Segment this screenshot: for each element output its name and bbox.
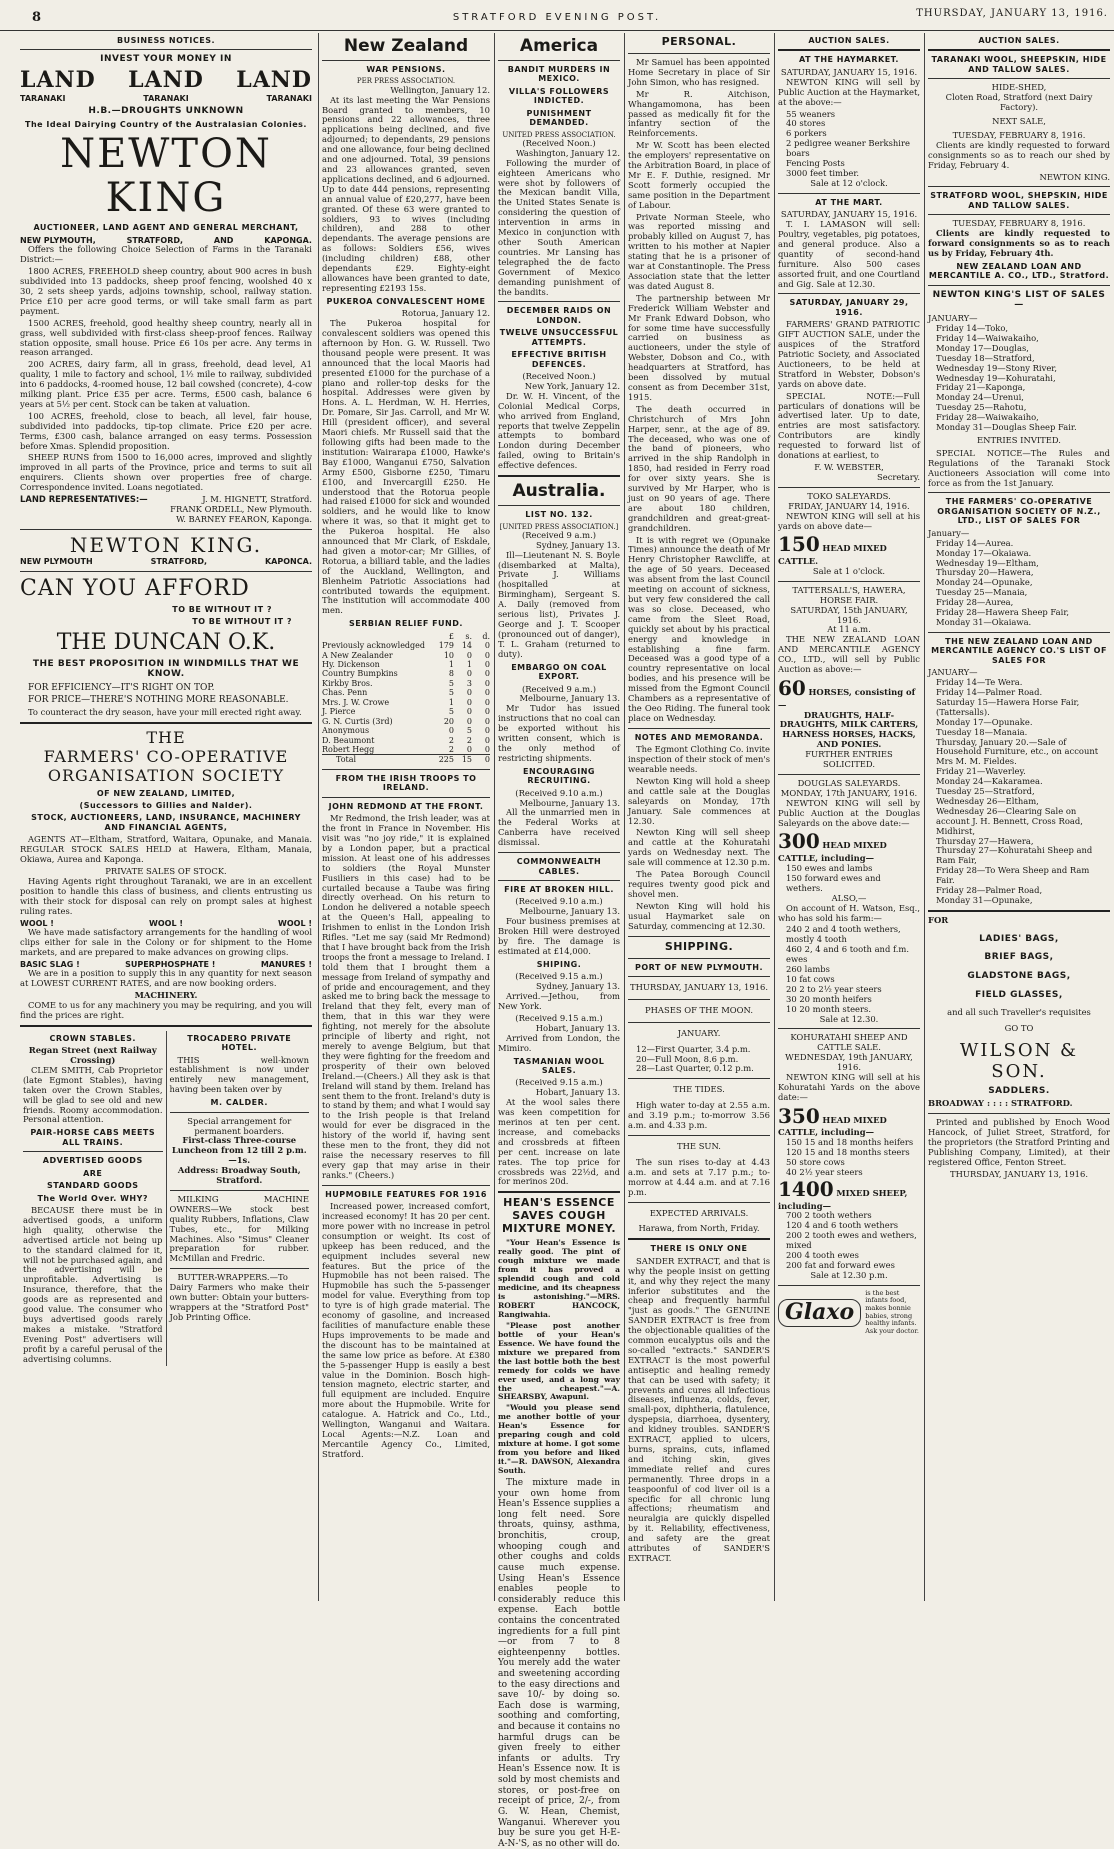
wilson-heading: WILSON & bbox=[959, 1040, 1079, 1062]
successors-line: (Successors to Gillies and Nalder). bbox=[79, 800, 253, 810]
column-heading: America bbox=[519, 36, 599, 56]
haymarket-list: 55 weaners 40 stores 6 porkers 2 pedigree weaner Berkshire boars Fencing Posts 3000 feet timber. bbox=[786, 108, 910, 178]
casualty-list-text: Ill—Lieutenant N. S. Boyle (disembarked at Malta), Private J. Williams (hospitalled at Birmingham), Sergeant S. A. Daily (removed from serious list), Privates J. George and J. T. Scooper (pronounced out of danger), T. L. Graham (returned to duty). bbox=[498, 549, 620, 659]
milking-text: MILKING MACHINE OWNERS—We stock best quality Rubbers, Inflations, Claw Tubes, etc., for Milking Machines. Also "Simus" Cleaner preparation for rubber. McMillan and Fredric. bbox=[169, 1193, 310, 1264]
best-proposition: THE BEST PROPOSITION IN WINDMILLS THAT WE KNOW. bbox=[32, 658, 300, 680]
efficiency-line: FOR EFFICIENCY—IT'S RIGHT ON TOP. bbox=[28, 682, 215, 693]
calder-line: M. CALDER. bbox=[210, 1098, 268, 1108]
column-rule bbox=[318, 33, 319, 1601]
luncheon-line: First-class Three-course Luncheon from 12 till 2 p.m.—1s. bbox=[171, 1135, 307, 1166]
butter-text: BUTTER-WRAPPERS.—To Dairy Farmers who make their own butter: Obtain your butters-wrappers at the "Stratford Post" Job Printing Office. bbox=[169, 1272, 309, 1322]
towns-line-2: NEW PLYMOUTH STRATFORD, KAPONCA. bbox=[20, 557, 312, 567]
farm-listing: 200 ACRES, dairy farm, all in grass, freehold, dead level, A1 quality, 1 mile to factory and school, 1½ mile to railway, subdivided into 6 paddocks, 4-roomed house, 12 bail cowshed (concrete), 4-cow milking plant. Price £35 per acre. Terms, £500 cash, balance 6 years at 5½ per cent. Stock can be taken at valuation. bbox=[20, 359, 312, 409]
regan-line: Regan Street (next Railway Crossing) bbox=[28, 1045, 157, 1066]
business-notices-column bbox=[20, 33, 312, 1601]
heans-heading: HEAN'S ESSENCE SAVES COUGH MIXTURE MONEY. bbox=[501, 1196, 617, 1236]
bandit-text: Following the murder of eighteen Americans who were shot by followers of the Mexican bandit Villa, the United States Senate is considering the question of intervention in arms in Mexico in conjunction with other South American countries. Mr Lansing has telegraphed the de facto Government of Mexico demanding punishment of the bandits. bbox=[498, 157, 620, 297]
auction-sales-column-2: AUCTION SALES. TARANAKI WOOL, SHEEPSKIN, HIDE AND TALLOW SALES. HIDE-SHED, Cloten Road, Stratford (next Dairy Factory). NEXT SALE, TUESDAY, FEBRUARY 8, 1916. Clients are kindly requested to forward consignments so as to reach our shed by Friday, February 4. NEWTON KING. STRATFORD WOOL, SHEPSKIN, HIDE AND TALLOW SALES. TUESDAY, FEBRUARY 8, 1916. Clients are kindly requested to forward consignments so as to reach us by Friday, February 4th. NEW ZEALAND LOAN AND MERCANTILE A. CO., LTD., Stratford. NEWTON KING'S LIST OF SALES— JANUARY— Friday 14—Toko, Friday 14—Waiwakaiho, Monday 17—Douglas, Tuesday 18—Stratford, Wednesday 19—Stony River, Wednesday 19—Kohuratahi, Friday 21—Kaponga, Monday 24—Urenui, Tuesday 25—Rahotu, Friday 28—Waiwakaiho, Monday 31—Douglas Sheep Fair. ENTRIES INVITED. SPECIAL NOTICE—The Rules and Regulations of the Taranaki Stock Auctioneers Association will come into force as from the 1st January. THE FARMERS' CO-OPERATIVE ORGANISATION SOCIETY OF N.Z., LTD., LIST OF SALES FOR January— Friday 14—Aurea. Monday 17—Okaiawa. Wednesday 19—Eltham, Thursday 20—Hawera, Monday 24—Opunake, Tuesday 25—Manaia, Friday 28—Aurea, Friday 28—Hawera Sheep Fair, Monday 31—Okaiawa. THE NEW ZEALAND LOAN AND MERCANTILE AGENCY CO.'S LIST OF SALES FOR JANUARY— Friday 14—Te Wera. Friday 14—Palmer Road. Saturday 15—Hawera Horse Fair, (Tattersalls). Monday 17—Opunake. Tuesday 18—Manaia. Thursday, January 20.—Sale of Household Furniture, etc., on account Mrs M. M. Fieldes. Friday 21—Waverley. Monday 24—Kakaramea. Tuesday 25—Stratford, Wednesday 26—Eltham, Wednesday 26—Clearing Sale on account J. H. Bennett, Cross Road, Midhirst, Thursday 27—Hawera, Thursday 27—Kohuratahi Sheep and Ram Fair, Friday 28—To Wera Sheep and Ram Fair. Friday 28—Palmer Road, Monday 31—Opunake, FOR LADIES' BAGS, BRIEF BAGS, GLADSTONE BAGS, FIELD GLASSES, and all such Traveller's requisites GO TO WILSON & SON. SADDLERS. BROADWAY : : : : STRATFORD. Printed and published by Enoch Wood Hancock, of Juliet Street, Stratford, for the proprietors (the Stratford Printing and Publishing Company, Limited), at their registered Office, Fenton Street. THURSDAY, JANUARY 13, 1916. bbox=[928, 36, 1110, 1179]
shipping-heading: SHIPPING. bbox=[664, 939, 734, 953]
wool-text: We have made satisfactory arrangements for the handling of wool clips either for sale in the Colony or for shipment to the Home markets, and are prepared to make advances on growing clips. bbox=[20, 926, 312, 957]
column-rule bbox=[774, 33, 775, 1601]
towns-line: NEW PLYMOUTH, STRATFORD, AND KAPONGA. bbox=[20, 235, 312, 245]
irish-troops-heading: FROM THE IRISH TROOPS TO IRELAND. bbox=[335, 773, 477, 793]
raids-text: Dr. W. H. Vincent, of the Colonial Medical Corps, who arrived from England, reports that twelve Zeppelin attempts to bombard London during December failed, owing to Britain's effective defences. bbox=[498, 390, 620, 471]
taranaki-banner: TARANAKI TARANAKI TARANAKI bbox=[20, 94, 312, 103]
land-representatives: LAND REPRESENTATIVES:— J. M. HIGNETT, Stratford. FRANK ORDELL, New Plymouth. W. BARNEY FEARON, Kaponga. bbox=[20, 494, 312, 524]
hupmobile-heading: HUPMOBILE FEATURES FOR 1916 bbox=[325, 1189, 487, 1199]
clem-text: CLEM SMITH, Cab Proprietor (late Egmont Stables), having taken over the Crown Stables, will be glad to see old and new friends. Roomy accommodation. Personal attention. bbox=[23, 1064, 163, 1125]
wool-heading: WOOL ! WOOL ! WOOL ! bbox=[20, 918, 312, 928]
private-sales-heading: PRIVATE SALES OF STOCK. bbox=[105, 866, 227, 877]
imprint: Printed and published by Enoch Wood Hancock, of Juliet Street, Stratford, for the proprietors (the Stratford Printing and Publishing Company, Limited), at their registered Office, Fenton Street. bbox=[928, 1117, 1110, 1167]
issue-date: THURSDAY, JANUARY 13, 1916. bbox=[916, 8, 1108, 19]
war-pensions-heading: WAR PENSIONS. bbox=[366, 65, 446, 75]
farmers-heading: THE FARMERS' CO-OPERATIVE ORGANISATION SOCIETY bbox=[43, 727, 289, 786]
section-header: BUSINESS NOTICES. bbox=[116, 36, 215, 45]
nz-limited: OF NEW ZEALAND, LIMITED, bbox=[96, 788, 236, 798]
pukeroa-text: The Pukeroa hospital for convalescent soldiers was opened this afternoon by Hon. G. W. Russell. Two thousand people were present. It was announced that the local Maoris had presented £1000 for the purchase of a piano and roller-top desks for the hospital. Addresses were given by Hons. A. L. Herdman, W. H. Herries, Dr. Pomare, Sir Jas. Carroll, and Mr W. Hill (president officer), and several Maori chiefs. Mr Russell said that the following gifts had been made to the institution: Wairarapa £1000, Hawke's Bay £1000, Wanganui £750, Salvation Army £500, Gisborne £250, Timaru £100, and Invercargill £250. He understood that the Rotorua people had raised £1000 for sick and wounded soldiers, and he would like to know where it was, so that it might get to the Pukeroa hospital. He also announced that Mr Clark, of Eskdale, had given a motor-car; Mr Gillies, of Rotorua, a billiard table, and the ladies of the Auckland, Wellington, and Blenheim Patriotic Associations had contributed towards the equipment. The institution will accommodate 400 men. bbox=[322, 318, 490, 616]
page-number: 8 bbox=[32, 10, 42, 25]
embargo-heading: EMBARGO ON COAL EXPORT. bbox=[511, 662, 607, 682]
america-column: America BANDIT MURDERS IN MEXICO. VILLA'S FOLLOWERS INDICTED. PUNISHMENT DEMANDED. UNITED PRESS ASSOCIATION. (Received Noon.) Washington, January 12. Following the murder of eighteen Americans who were shot by followers of the Mexican bandit Villa, the United States Senate is considering the question of intervention in arms in Mexico in conjunction with other South American countries. Mr Lansing has telegraphed the de facto Government of Mexico demanding punishment of the bandits. DECEMBER RAIDS ON LONDON. TWELVE UNSUCCESSFUL ATTEMPTS. EFFECTIVE BRITISH DEFENCES. (Received Noon.) New York, January 12. Dr. W. H. Vincent, of the Colonial Medical Corps, who arrived from England, reports that twelve Zeppelin attempts to bombard London during December failed, owing to Britain's effective defences. Australia. LIST NO. 132. [UNITED PRESS ASSOCIATION.] (Received 9 a.m.) Sydney, January 13. Ill—Lieutenant N. S. Boyle (disembarked at Malta), Private J. Williams (hospitalled at Birmingham), Sergeant S. A. Daily (removed from serious list), Privates J. George and J. T. Scooper (pronounced out of danger), T. L. Graham (returned to duty). EMBARGO ON COAL EXPORT. (Received 9 a.m.) Melbourne, January 13. Mr Tudor has issued instructions that no coal can be exported without his written consent, which is the only method of restricting shipments. ENCOURAGING RECRUITING. (Received 9.10 a.m.) Melbourne, January 13. All the unmarried men in the Federal Works at Canberra have received dismissal. COMMONWEALTH CABLES. FIRE AT BROKEN HILL. (Received 9.10 a.m.) Melbourne, January 13. Four business premises at Broken Hill were destroyed by fire. The damage is estimated at £14,000. SHIPING. (Received 9.15 a.m.) Sydney, January 13. Arrived.—Jethou, from New York. (Received 9.15 a.m.) Hobart, January 13. Arrived from London, the Mimiro. TASMANIAN WOOL SALES. (Received 9.15 a.m.) Hobart, January 13. At the wool sales there was keen competition for merinos at ten per cent. increase, and comebacks and crossbreds at fifteen per cent. increase on late rates. The top price for crossbreds was 22½d, and for merinos 20d. HEAN'S ESSENCE SAVES COUGH MIXTURE MONEY. "Your Hean's Essence is really good. The pint of cough mixture we made from it has proved a splendid cough and cold medicine, and its cheapness is astonishing."—MRS. ROBERT HANCOCK, Rangiwahia. "Please post another bottle of your Hean's Essence. We have found the mixture we prepared from the last bottle both the best remedy for colds we have ever used, and a long way the cheapest."—A. SHEARSBY, Awapuni. "Would you please send me another bottle of your Hean's Essence for preparing cough and cold mixture at home. I got some from you before and liked it."—R. DAWSON, Alexandra South. The mixture made in your own home from Hean's Essence supplies a long felt need. Sore throats, quinsy, asthma, bronchitis, croup, whooping cough and other coughs and colds cause much expense. Using Hean's Essence enables people to considerably reduce this expense. Each bottle contains the concentrated ingredients for a full pint—or from 7 to 8 eighteenpenny bottles. You merely add the water and sweetening according to the easy directions and save 10/- by doing so. Each dose is warming, soothing and comforting, and because it contains no harmful drugs can be given freely to either infants or adults. Try Hean's Essence now. It is sold by most chemists and stores, or post-free on receipt of price, 2/-, from G. W. Hean, Chemist, Wanganui. Wherever you buy be sure you get H-E-A-N-'S, as no other will do. bbox=[498, 36, 620, 1849]
redmond-heading: JOHN REDMOND AT THE FRONT. bbox=[328, 801, 484, 811]
crown-stables-heading: CROWN STABLES. bbox=[49, 1033, 136, 1043]
glaxo-ad: Glaxo is the best infants food, makes bonnie babies, strong healthy infants. Ask your doctor. bbox=[778, 1290, 920, 1336]
auction-sales-column: AUCTION SALES. AT THE HAYMARKET. SATURDAY, JANUARY 15, 1916. NEWTON KING will sell by Public Auction at the Haymarket, at the above:— 55 weaners 40 stores 6 porkers 2 pedigree weaner Berkshire boars Fencing Posts 3000 feet timber. Sale at 12 o'clock. AT THE MART. SATURDAY, JANUARY 15, 1916. T. I. LAMASON will sell: Poultry, vegetables, pig potatoes, and general produce. Also a quantity of second-hand furniture. Also 500 cases assorted fruit, and one Courtland and Gig. Sale at 12.30. SATURDAY, JANUARY 29, 1916. FARMERS' GRAND PATRIOTIC GIFT AUCTION SALE, under the auspices of the Stratford Patriotic Society, and Associated Auctioneers, to be held at Stratford in Webster, Dobson's yards on above date. SPECIAL NOTE:—Full particulars of donations will be advertised later. Up to date, entries are most satisfactory. Contributors are kindly requested to forward list of donations at earliest, to F. W. WEBSTER, Secretary. TOKO SALEYARDS. FRIDAY, JANUARY 14, 1916. NEWTON KING will sell at his yards on above date— 150 HEAD MIXED CATTLE. Sale at 1 o'clock. TATTERSALL'S, HAWERA, HORSE FAIR. SATURDAY, 15th JANUARY, 1916. At 11 a.m. THE NEW ZEALAND LOAN AND MERCANTILE AGENCY CO., LTD., will sell by Public Auction as above:— 60 HORSES, consisting of— DRAUGHTS, HALF-DRAUGHTS, MILK CARTERS, HARNESS HORSES, HACKS, AND PONIES. FURTHER ENTRIES SOLICITED. DOUGLAS SALEYARDS. MONDAY, 17th JANUARY, 1916. NEWTON KING will sell by Public Auction at the Douglas Saleyards on the above date:— 300 HEAD MIXED CATTLE, including— 150 ewes and lambs 150 forward ewes and wethers. ALSO,— On account of H. Watson, Esq., who has sold his farm:— 240 2 and 4 tooth wethers, mostly 4 tooth 460 2, 4 and 6 tooth and f.m. ewes 260 lambs 10 fat cows 20 2 to 2½ year steers 30 20 month heifers 10 20 month steers. Sale at 12.30. KOHURATAHI SHEEP AND CATTLE SALE. WEDNESDAY, 19th JANUARY, 1916. NEWTON KING will sell at his Kohuratahi Yards on the above date:— 350 HEAD MIXED CATTLE, including— 150 15 and 18 months heifers 120 15 and 18 months steers 50 store cows 40 2½ year steers 1400 MIXED SHEEP, including— 700 2 tooth wethers 120 4 and 6 tooth wethers 200 2 tooth ewes and wethers, mixed 200 4 tooth ewes 200 fat and forward ewes Sale at 12.30 p.m. Glaxo is the best infants food, makes bonnie babies, strong healthy infants. Ask your doctor. bbox=[778, 36, 920, 1336]
column-rule bbox=[494, 33, 495, 1601]
address-line: Address: Broadway South, Stratford. bbox=[177, 1165, 301, 1186]
lower-ads: CROWN STABLES. Regan Street (next Railway Crossing) CLEM SMITH, Cab Proprietor (late Egmont Stables), having taken over the Crown Stables, will be glad to see old and new friends. Roomy accommodation. Personal attention. PAIR-HORSE CABS MEETS ALL TRAINS. ADVERTISED GOODS ARE STANDARD GOODS The World Over. WHY? BECAUSE there must be in advertised goods, a uniform high quality, otherwise the advertised article not being up to the standard claimed for it, will not be purchased again, and the advertising will be unprofitable. Advertising is Insurance, therefore, that the goods are as represented and good value. The consumer who buys advertised goods rarely makes a mistake. "Stratford Evening Post" advertisers will profit by a careful perusal of the advertising columns. TROCADERO PRIVATE HOTEL. THIS well-known establishment is now under entirely new management, having been taken over by M. CALDER. Special arrangement for permanent boarders. First-class Three-course Luncheon from 12 till 2 p.m.—1s. Address: Broadway South, Stratford. MILKING MACHINE OWNERS—We stock best quality Rubbers, Inflations, Claw Tubes, etc., for Milking Machines. Also "Simus" Cleaner preparation for rubber. McMillan and Fredric. BUTTER-WRAPPERS.—To Dairy Farmers who make their own butter: Obtain your butters-wrappers at the "Stratford Post" Job Printing Office. bbox=[20, 1031, 312, 1367]
manure-text: We are in a position to supply this in any quantity for next season at LOWEST CURRENT RATES, and are now booking orders. bbox=[20, 968, 312, 989]
cables-heading: COMMONWEALTH CABLES. bbox=[516, 857, 602, 876]
war-pensions-text: At its last meeting the War Pensions Board granted to members, 10 pensions and 22 allowances, three applications being declined, and five adjourned; to dependants, 29 pensions and one allowance, four being declined and one adjourned. Total, 39 pensions and 23 allowances granted, seven applications declined, and 6 adjourned. Up to date 444 pensions, representing an annual value of £20,277, have been granted. Of these 63 were granted to soldiers, 93 to wives (including children), and 288 to other dependants. The average pensions are as follows: Soldiers £56, wives (including children) £88, other dependants £29. Eighty-eight allowances have been granted to date, representing £2193 15s. bbox=[322, 94, 490, 293]
invest-heading: INVEST YOUR MONEY IN bbox=[100, 54, 232, 65]
newton-king-sales-list: NEWTON KING'S LIST OF SALES— bbox=[932, 289, 1106, 311]
column-heading: PERSONAL. bbox=[661, 35, 737, 48]
farm-listing: 100 ACRES, freehold, close to beach, all level, fair house, subdivided into paddocks, tip-top climate. Price £20 per acre. Terms, £300 cash, balance arranged on easy terms. Possession before Xmas. Splendid proposition. bbox=[20, 410, 312, 451]
machinery-heading: MACHINERY. bbox=[134, 989, 198, 1000]
auctioneer-line: AUCTIONEER, LAND AGENT AND GENERAL MERCHANT, bbox=[33, 223, 299, 233]
column-heading: New Zealand bbox=[343, 36, 469, 56]
personal-column: PERSONAL. Mr Samuel has been appointed Home Secretary in place of Sir John Simon, who has resigned. Mr R. Aitchison, Whangamomona, has been passed as medically fit for the infantry section of the Reinforcements. Mr W. Scott has been elected the employers' representative on the Arbitration Board, in place of Mr E. F. Duthie, resigned. Mr Scott formerly occupied the same position in the Department of Labour. Private Norman Steele, who was reported missing and probably killed on August 7, has written to his mother at Napier stating that he is a prisoner of war at Constantinople. The Press Association state that the letter was dated August 8. The partnership between Mr Frederick William Webster and Mr Frank Edward Dobson, who for some time have successfully carried on business as auctioneers, under the style of Webster, Dobson and Co., with headquarters at Stratford, has been dissolved by mutual consent as from December 31st, 1915. The death occurred in Christchurch of Mrs John Harper, senr., at the age of 89. The deceased, who was one of the band of pioneers, who arrived in the ship Randolph in 1850, had resided in Ferry road for over sixty years. She is survived by Mr Harper, who is just on 90 years of age. There are about 180 children, grandchildren and great-great-grandchildren. It is with regret we (Opunake Times) announce the death of Mr Henry Christopher Rawcliffe, at the age of 50 years. Deceased was absent from the last Council meeting on account of sickness, but very few considered the call was so close. Deceased, who came from the Sleet Road, quickly set about by his practical energy and knowledge in establishing a fine farm. Deceased was a good type of a country representative on local bodies, and his presence will be missed from the Egmont Council Chambers as a representative of the Oeo Riding. The funeral took place on Wednesday. NOTES AND MEMORANDA. The Egmont Clothing Co. invite inspection of their stock of men's wearable needs. Newton King will hold a sheep and cattle sale at the Douglas saleyards on Monday, 17th January. Sale commences at 12.30. Newton King will sell sheep and cattle at the Kohuratahi yards on Wednesday next. The sale will commence at 12.30 p.m. The Patea Borough Council requires twenty good pick and shovel men. Newton King will hold his usual Haymarket sale on Saturday, commencing at 12.30. SHIPPING. PORT OF NEW PLYMOUTH. THURSDAY, JANUARY 13, 1916. PHASES OF THE MOON. JANUARY. 12—First Quarter, 3.4 p.m. 20—Full Moon, 8.6 p.m. 28—Last Quarter, 0.12 p.m. THE TIDES. High water to-day at 2.55 a.m. and 3.19 p.m.; to-morrow 3.56 a.m. and 4.33 p.m. THE SUN. The sun rises to-day at 4.43 a.m. and sets at 7.17 p.m.; to-morrow at 4.44 a.m. and at 7.16 p.m. EXPECTED ARRIVALS. Harawa, from North, Friday. THERE IS ONLY ONE SANDER EXTRACT, and that is why the people insist on getting it, and why they reject the many inferior substitutes and the cheap and frequently harmful "just as goods." The GENUINE SANDER EXTRACT is free from the objectionable qualities of the common eucalyptus oils and the so-called "extracts." SANDER'S EXTRACT is the most powerful antiseptic and healing remedy that can be used with safety; it prevents and cures all infectious diseases, influenza, colds, fever, small-pox, diphtheria, flatulence, dyspepsia, diarrhoea, dysentery, and kidney troubles. SANDER'S EXTRACT, applied to ulcers, burns, sprains, cuts, inflamed and itching skin, gives immediate relief and cures permanently. Three drops in a teaspoonful of cod liver oil is a specific for all chronic lung affections; rheumatism and neuralgia are quickly dispelled by it. Reliability, effectiveness, and safety are the great attributes of SANDER'S EXTRACT. bbox=[628, 35, 771, 1563]
newspaper-title: STRATFORD EVENING POST. bbox=[452, 12, 662, 23]
offers-text: Offers the following Choice Selection of Farms in the Taranaki District:— bbox=[20, 244, 312, 265]
pair-horse-line: PAIR-HORSE CABS MEETS ALL TRAINS. bbox=[30, 1128, 156, 1147]
raids-heading: DECEMBER RAIDS ON LONDON. bbox=[506, 306, 612, 325]
recruiting-heading: ENCOURAGING RECRUITING. bbox=[523, 766, 595, 786]
redmond-text: Mr Redmond, the Irish leader, was at the front in France in November. His visit was "no joy ride," it is explained by a London paper, but a practical mission. At least one of his addresses to soldiers (the Royal Munster Fusiliers in this case) had to be curtailed because a Taube was firing directly overhead. On his return to London he delivered a notable speech at the Queen's Hall, appealing to Irishmen to enlist in the London Irish Rifles. "Let me say (said Mr Redmond) that I have brought back from the Irish troops the front a message to Ireland. I told them that I brought them a message from Ireland of sympathy and of pride and encouragement, and they asked me to bring back the message to Ireland that they felt, every man of them, that in this war they were fighting, not merely for the absolute principle of liberty and right, not merely to avenge Belgium, but that they were fighting for the freedom and prosperity of their own beloved Ireland.—(Cheers.) All they ask is that Ireland will stand by them. Ireland has sent them to the front. Ireland's duty is to stand by them; and what I would say to the Irish people is that Ireland would for ever be disgraced in the history of the world if, having sent these men to the front, they did not raise the necessary reserves to fill every gap that may arise in their ranks." (Cheers.) bbox=[322, 813, 490, 1180]
farm-listing: 1500 ACRES, freehold, good healthy sheep country, nearly all in grass, well subdivided with first-class sheep-proof fences. Railway station opposite, small house. Price £6 10s per acre. Any terms in reason arranged. bbox=[20, 317, 312, 358]
counteract-line: To counteract the dry season, have your mill erected right away. bbox=[28, 707, 302, 718]
heans-text: The mixture made in your own home from Hean's Essence supplies a long felt need. Sore throats, quinsy, asthma, bronchitis, croup, whooping cough and other coughs and colds cause much expense. Using Hean's Essence enables people to considerably reduce this expense. Each bottle contains the concentrated ingredients for a full pint—or from 7 to 8 eighteenpenny bottles. You merely add the water and sweetening according to the easy directions and save 10/- by doing so. Each dose is warming, soothing and comforting, and because it contains no harmful drugs can be given freely to either infants or adults. Try Hean's Essence now. It is sold by most chemists and stores, or post-free on receipt of price, 2/-, from G. W. Hean, Chemist, Wanganui. Wherever you buy be sure you get H-E-A-N-'S, as no other will do. bbox=[498, 1478, 620, 1849]
new-zealand-column: New Zealand WAR PENSIONS. PER PRESS ASSOCIATION. Wellington, January 12. At its last meeting the War Pensions Board granted to members, 10 pensions and 22 allowances, three applications being declined, and five adjourned; to dependants, 29 pensions and one allowance, four being declined and one adjourned. Total, 39 pensions and 23 allowances granted, seven applications declined, and 6 adjourned. Up to date 444 pensions, representing an annual value of £20,277, have been granted. Of these 63 were granted to soldiers, 93 to wives (including children), and 288 to other dependants. The average pensions are as follows: Soldiers £56, wives (including children) £88, other dependants £29. Eighty-eight allowances have been granted to date, representing £2193 15s. PUKEROA CONVALESCENT HOME Rotorua, January 12. The Pukeroa hospital for convalescent soldiers was opened this afternoon by Hon. G. W. Russell. Two thousand people were present. It was announced that the local Maoris had presented £1000 for the purchase of a piano and roller-top desks for the hospital. Addresses were given by Hons. A. L. Herdman, W. H. Herries, Dr. Pomare, Sir Jas. Carroll, and Mr W. Hill (president officer), and several Maori chiefs. Mr Russell said that the following gifts had been made to the institution: Wairarapa £1000, Hawke's Bay £1000, Wanganui £750, Salvation Army £500, Gisborne £250, Timaru £100, and Invercargill £250. He understood that the Rotorua people had raised £1000 for sick and wounded soldiers, and he would like to know where it was, so that it might get to the Pukeroa hospital. He also announced that Mr Clark, of Eskdale, had given a motor-car; Mr Gillies, of Rotorua, a billiard table, and the ladies of the Auckland, Wellington, and Blenheim Patriotic Associations had contributed towards the equipment. The institution will accommodate 400 men. SERBIAN RELIEF FUND. £ s. d. Previously acknowledged 179 14 0 A New Zealander 10 0 0 Hy. Dickenson 1 1 0 Country Bumpkins 8 0 0 Kirkby Bros. 5 3 0 Chas. Penn 5 0 0 Mrs. J. W. Crowe 1 0 0 J. Pierce 5 0 0 G. N. Curtis (3rd) 20 0 0 Anonymous 0 5 0 D. Beaumont 2 2 0 Robert Hegg 2 0 0 Total 225 15 0 FROM THE IRISH TROOPS TO IRELAND. JOHN REDMOND AT THE FRONT. Mr Redmond, the Irish leader, was at the front in France in November. His visit was "no joy ride," it is explained by a London paper, but a practical mission. At least one of his addresses to soldiers (the Royal Munster Fusiliers in this case) had to be curtailed because a Taube was firing directly overhead. On his return to London he delivered a notable speech at the Queen's Hall, appealing to Irishmen to enlist in the London Irish Rifles. "Let me say (said Mr Redmond) that I have brought back from the Irish troops the front a message to Ireland. I told them that I brought them a message from Ireland of sympathy and of pride and encouragement, and they asked me to bring back the message to Ireland that they felt, every man of them, that in this war they were fighting, not merely for the absolute principle of liberty and right, not merely to avenge Belgium, but that they were fighting for the freedom and prosperity of their own beloved Ireland.—(Cheers.) All they ask is that Ireland will stand by them. Ireland has sent them to the front. Ireland's duty is to stand by them; and what I would say to the Irish people is that Ireland would for ever be disgraced in the history of the world if, having sent these men to the front, they did not raise the necessary reserves to fill every gap that may arise in their ranks." (Cheers.) HUPMOBILE FEATURES FOR 1916 Increased power, increased comfort, increased economy! It has 20 per cent. more power with no increase in petrol consumption or weight. Its cost of upkeep has been reduced, and the equipment includes several new features. But the price of the Hupmobile has not been raised. The Hupmobile has such the 5-passenger model for value. Everything from top to tyre is of high grade material. The economy of gasoline, and increased facilities of manufacture enable these Hups improvements to be made and the discount has to be maintained at the same low price as before. At £380 the 5-passenger Hupp is easily a best value in the Dominion. Bosch high-tension magneto, electric starter, and full equipment are included. Enquire more about the Hupmobile. Write for catalogue. A. Hatrick and Co., Ltd., Wellington, Wanganui and Waitara. Local Agents:—N.Z. Loan and Mercantile Agency Co., Limited, Stratford. bbox=[322, 36, 490, 1459]
special-arrangement: Special arrangement for permanent boarders. bbox=[187, 1115, 292, 1136]
private-sales-text: Having Agents right throughout Taranaki, we are in an excellent position to handle this class of business, and clients entrusting us with their stock for disposal can rely on prompt sales at highest ruling rates. bbox=[20, 875, 312, 916]
trocadero-text: THIS well-known establishment is now under entirely new management, having been taken over by bbox=[169, 1054, 309, 1095]
column-rule bbox=[624, 33, 625, 1601]
without-line: TO BE WITHOUT IT ? bbox=[172, 604, 272, 614]
masthead bbox=[0, 0, 1114, 31]
column-heading: AUCTION SALES. bbox=[808, 36, 890, 45]
pukeroa-heading: PUKEROA CONVALESCENT HOME bbox=[326, 296, 486, 306]
manures-heading: BASIC SLAG ! SUPERPHOSPHATE ! MANURES ! bbox=[20, 959, 312, 969]
duncan-heading: THE DUNCAN O.K. bbox=[56, 629, 276, 655]
ideal-line: The Ideal Dairying Country of the Australasian Colonies. bbox=[25, 120, 307, 130]
farm-listing: 1800 ACRES, FREEHOLD sheep country, about 900 acres in bush subdivided into 13 paddocks, sheep proof fencing, woolshed 40 x 30, 2 sets sheep yards, adjoins township, school, railway station. Price £10 per acre good terms, or will take small farm as part payment. bbox=[20, 266, 312, 316]
notes-heading: NOTES AND MEMORANDA. bbox=[634, 732, 764, 742]
trocadero-heading: TROCADERO PRIVATE HOTEL. bbox=[187, 1033, 292, 1053]
price-line: FOR PRICE—THERE'S NOTHING MORE REASONABLE. bbox=[28, 695, 289, 706]
serbian-fund-table: £ s. d. Previously acknowledged 179 14 0 A New Zealander 10 0 0 Hy. Dickenson 1 1 0 Country Bumpkins 8 0 0 Kirkby Bros. 5 3 0 Chas. Penn 5 0 0 Mrs. J. W. Crowe 1 0 0 J. Pierce 5 0 0 G. N. Curtis (3rd) 20 0 0 Anonymous 0 5 0 D. Beaumont 2 2 0 Robert Hegg 2 0 0 Total 225 15 0 bbox=[322, 631, 490, 765]
australia-heading: Australia. bbox=[512, 481, 606, 502]
hupmobile-text: Increased power, increased comfort, increased economy! It has 20 per cent. more power with no increase in petrol consumption or weight. Its cost of upkeep has been reduced, and the equipment includes several new features. But the price of the Hupmobile has not been raised. The Hupmobile has such the 5-passenger model for value. Everything from top to tyre is of high grade material. The economy of gasoline, and increased facilities of manufacture enable these Hups improvements to be made and the discount has to be maintained at the same low price as before. At £380 the 5-passenger Hupp is easily a best value in the Dominion. Bosch high-tension magneto, electric starter, and full equipment are included. Enquire more about the Hupmobile. Write for catalogue. A. Hatrick and Co., Ltd., Wellington, Wanganui and Waitara. Local Agents:—N.Z. Loan and Mercantile Agency Co., Limited, Stratford. bbox=[322, 1201, 490, 1459]
newton-king-heading: NEWTON KING bbox=[60, 131, 272, 222]
farm-listing: SHEEP RUNS from 1500 to 16,000 acres, improved and slightly improved in all parts of the Province, price and terms to suit all enquirers. Clients shown over properties free of charge. Correspondence invited. Loans negotiated. bbox=[20, 452, 312, 493]
column-heading: AUCTION SALES. bbox=[978, 36, 1060, 45]
sander-heading: THERE IS ONLY ONE bbox=[650, 1244, 748, 1254]
serbian-fund-heading: SERBIAN RELIEF FUND. bbox=[349, 619, 463, 629]
because-text: BECAUSE there must be in advertised goods, a uniform high quality, otherwise the advertised article not being up to the standard claimed for it, will not be purchased again, and the advertising will be unprofitable. Advertising is Insurance, therefore, that the goods are as represented and good value. The consumer who buys advertised goods rarely makes a mistake. "Stratford Evening Post" advertisers will profit by a careful perusal of the advertising columns. bbox=[23, 1204, 163, 1364]
afford-heading: CAN YOU AFFORD bbox=[20, 575, 250, 601]
stock-agents-line: STOCK, AUCTIONEERS, LAND, INSURANCE, MACHINERY AND FINANCIAL AGENTS, bbox=[31, 813, 301, 832]
newton-king-heading-2: NEWTON KING. bbox=[69, 532, 263, 557]
column-rule bbox=[924, 33, 925, 1601]
sander-text: SANDER EXTRACT, and that is why the people insist on getting it, and why they reject the many inferior substitutes and the cheap and frequently harmful "just as goods." The GENUINE SANDER EXTRACT is free from the objectionable qualities of the common eucalyptus oils and the so-called "extracts." SANDER'S EXTRACT is the most powerful antiseptic and healing remedy that can be used with safety; it prevents and cures all infectious diseases, influenza, colds, fever, small-pox, diphtheria, flatulence, dyspepsia, diarrhoea, dysentery, and kidney troubles. SANDER'S EXTRACT, applied to ulcers, burns, sprains, cuts, inflamed and itching skin, gives immediate relief and cures permanently. Three drops in a teaspoonful of cod liver oil is a specific for all chronic lung affections; rheumatism and neuralgia are quickly dispelled by it. Reliability, effectiveness, and safety are the great attributes of SANDER'S EXTRACT. bbox=[628, 1255, 770, 1563]
machinery-text: COME to us for any machinery you may be requiring, and you will find the prices are right. bbox=[20, 999, 312, 1020]
droughts-line: H.B.—DROUGHTS UNKNOWN bbox=[88, 106, 244, 117]
glaxo-logo: Glaxo bbox=[778, 1299, 861, 1327]
land-banner: LAND LAND LAND bbox=[20, 67, 312, 94]
agents-text: AGENTS AT—Eltham, Stratford, Waitara, Opunake, and Manaia. REGULAR STOCK SALES HELD at Hawera, Eltham, Manaia, Okiawa, Aurea and Kaponga. bbox=[20, 834, 312, 865]
without-line: TO BE WITHOUT IT ? bbox=[192, 617, 292, 627]
advertised-goods: ADVERTISED GOODS bbox=[42, 1156, 143, 1166]
bandit-heading: BANDIT MURDERS IN MEXICO. bbox=[507, 65, 611, 84]
